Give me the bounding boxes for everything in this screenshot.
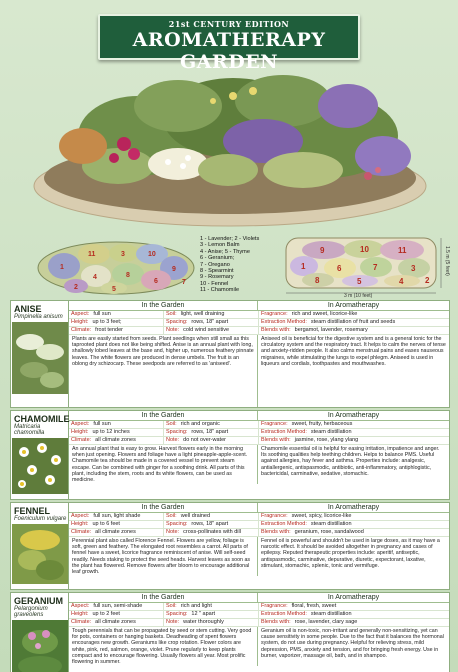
info-row: Aspect: full sun, light shade Soil: well drained Fragrance: sweet, spicy, licorice-like [69, 513, 449, 521]
plan-number: 9 [320, 246, 325, 255]
plan-height-label: 1.5 m (5 feet) [444, 246, 450, 276]
plant-name: FENNEL [14, 506, 50, 516]
aromatherapy-description: Aniseed oil is beneficial for the digestive system and is a general tonic for the circulatory system and the respiratory tract. It helps to calm the nerves of tense and anxiety-ridden people. It also calms menstrual pains and eases nauseous migraines, while stimulating the lungs to expel phlegm. Aniseed is used in liqueurs and cordials, toothpastes and mouthwashes. [261, 336, 446, 367]
plant-photo [12, 620, 68, 672]
small-plan-number: 4 [93, 274, 97, 281]
plan-number: 5 [357, 277, 362, 286]
plant-section-chamomile [10, 410, 450, 500]
plan-number: 10 [360, 245, 369, 254]
legend-item: 6 - Geranium; [200, 255, 235, 262]
garden-heading: In the Garden [69, 593, 258, 602]
plan-width-label: 3 m (10 feet) [344, 293, 373, 298]
small-plan-number: 2 [74, 284, 78, 291]
plant-name: CHAMOMILE [14, 414, 70, 424]
aromatherapy-heading: In Aromatherapy [327, 412, 380, 419]
plant-photo [12, 322, 68, 394]
legend-item: 3 - Lemon Balm [200, 242, 240, 249]
plan-number: 7 [373, 263, 378, 272]
legend-item: 11 - Chamomile [200, 287, 240, 294]
aromatherapy-description: Fennel oil is powerful and shouldn't be used in large doses, as it may have a narcotic effect. It should be avoided altogether in pregnancy and cases of epilepsy. Reputed therapeutic properties include: aperitif, antiseptic, antispasmodic, carminative, depurative, diuretic, expectorant, laxative, stimulant, stomachic, splenic, tonic and vermifuge. [261, 538, 440, 569]
plan-number: 1 [301, 262, 306, 271]
small-plan-number: 10 [148, 251, 156, 258]
plant-latin-name: Foeniculum vulgare [14, 516, 67, 522]
aromatherapy-heading: In Aromatherapy [327, 594, 380, 601]
legend-item: 9 - Rosemary [200, 274, 234, 281]
info-row: Aspect: full sun Soil: rich and organic Fragrance: sweet, fruity, herbaceous [69, 421, 449, 429]
garden-heading: In the Garden [69, 503, 258, 512]
garden-description: An annual plant that is easy to grow. Harvest flowers early in the morning when just opening. Flowers and foliage have a light pineapple-apple-scent. Chamomile tea should be made in a covered vessel to prevent steam escape. Can be combined with ginger for a soothing drink. All parts of this plant, including the stem, roots and its white flowers, can be used as medicine. [69, 445, 258, 484]
info-row: Height: up to 6 feet Spacing: rows, 18" apart Extraction Method: steam distillation [69, 521, 449, 529]
plan-number: 4 [399, 277, 404, 286]
legend-item: 8 - Spearmint [200, 268, 234, 275]
legend-item: 10 - Fennel [200, 280, 229, 287]
small-plan-number: 7 [182, 279, 186, 286]
small-plan-number: 11 [88, 251, 96, 258]
legend-item: 7 - Oregano [200, 261, 230, 268]
plan-number: 11 [398, 246, 407, 255]
garden-heading: In the Garden [69, 301, 258, 310]
plan-number: 6 [337, 264, 342, 273]
plant-section-anise [10, 300, 450, 408]
plant-photo [12, 524, 68, 584]
plant-latin-name: Pimpinella anisum [14, 314, 63, 320]
dimensioned-bed-plan [284, 236, 450, 298]
edition-label: 21st CENTURY EDITION [168, 19, 290, 29]
plant-latin-name: Pelargonium graveolens [14, 606, 48, 618]
info-row: Climate: all climate zones Note: cross-pollinates with dill Blends with: geranium, rose, sandalwood [69, 529, 449, 537]
plant-id [11, 593, 69, 672]
page-title: AROMATHERAPY GARDEN [132, 29, 326, 73]
garden-bed-illustration [28, 66, 432, 234]
title-banner [98, 14, 360, 73]
plan-number: 3 [411, 264, 416, 273]
planting-plan-sketch [36, 240, 196, 296]
plan-number: 2 [425, 276, 430, 285]
garden-description: Tough perennials that can be propagated by seed or stem cutting. Very good for pots, containers or hanging baskets. Deadheading of spent flowers encourages new growth. Geraniums like crop rotation. Flower colors are white, pink, red, salmon, orange, violet. Prune regularly to keep plants compact and to encourage flowering. Usually flowers all year. Most prolific flowering in summer. [69, 627, 258, 666]
info-row: Height: up to 3 feet; Spacing: rows, 18" apart Extraction Method: steam distillation of fruit and seeds [69, 319, 449, 327]
plant-section-fennel [10, 502, 450, 590]
aromatherapy-heading: In Aromatherapy [327, 504, 380, 511]
info-row: Height: up to 2 feet Spacing: 12 " apart Extraction Method: steam distillation [69, 611, 449, 619]
garden-description: Perennial plant also called Florence Fennel. Flowers are yellow, foliage is soft, green and feathery. The elongated root resembles a carrot. All parts of fennel have a sweet, licorice fragrance reminiscent of anise. Will self-seed readily. Needs staking to protect the seed heads. Harvest leaves as soon as the plant has flowered. Remove flowers after bloom to encourage additional leaf growth. [69, 537, 258, 576]
legend-item: 4 - Anise; 5 - Thyme [200, 248, 250, 255]
info-row: Aspect: full sun Soil: light, well draining Fragrance: rich and sweet, licorice-like [69, 311, 449, 319]
garden-description: Plants are easily started from seeds. Plant seedlings when still small as this taprooted plant does not like being shifted. Anise is an annual plant with long, shallowly lobed leaves at the base and, higher up, numerous feathery pinnate leaves. The white flowers are produced in dense umbels. The fruit is an oblong dry schizocarp. These seedpods are referred to as 'aniseed'. [69, 335, 258, 407]
plan-number: 8 [315, 276, 320, 285]
aromatherapy-heading: In Aromatherapy [327, 302, 380, 309]
plant-id [11, 301, 69, 407]
small-plan-number: 9 [172, 266, 176, 273]
plant-id [11, 411, 69, 499]
info-row: Aspect: full sun, semi-shade Soil: rich and light Fragrance: floral, fresh, sweet [69, 603, 449, 611]
legend-item: 1 - Lavender; 2 - Violets [200, 236, 260, 242]
aromatherapy-description: Chamomile essential oil is helpful for easing irritation, impatience and anger. Its soothing qualities help teething children. Helps to balance PMS. Useful against allergies, hay fever and asthma. Properties include: analgesic, antiallergenic, antispasmodic, antibiotic, anti-inflammatory, antiphlogistic, bactericidal, carminative, sedative, stomachic. [261, 446, 440, 477]
info-row: Climate: all climate zones Note: water thoroughly Blends with: rose, lavender, clary sage [69, 619, 449, 627]
plant-id [11, 503, 69, 589]
small-plan-number: 3 [121, 251, 125, 258]
aromatherapy-description: Geranium oil is non-toxic, non-irritant and generally non-sensitizing, yet can cause sensitivity in some people. Due to the fact that it balances the hormonal system, do not use during pregnancy. Helpful for relieving stress, mild depression, PMS, anxiety and tension, and for bringing fresh energy. Use in burner, vaporizer, massage oil, bath, and in shampoo. [261, 628, 444, 659]
garden-heading: In the Garden [69, 411, 258, 420]
plant-legend [200, 236, 280, 294]
plant-photo [12, 438, 68, 494]
plant-name: ANISE [14, 304, 42, 314]
plant-section-geranium [10, 592, 450, 672]
info-row: Height: up to 12 inches Spacing: rows, 18" apart Extraction Method: steam distillation [69, 429, 449, 437]
small-plan-number: 6 [154, 278, 158, 285]
plant-latin-name: Matricaria chamomilla [14, 424, 45, 436]
info-row: Climate: frost tender Note: cold wind sensitive Blends with: bergamot, lavender, rosemary [69, 327, 449, 335]
small-plan-number: 5 [112, 286, 116, 293]
plant-name: GERANIUM [14, 596, 63, 606]
plant-sections [10, 300, 450, 672]
small-plan-number: 1 [60, 264, 64, 271]
info-row: Climate: all climate zones Note: do not over-water Blends with: jasmine, rose, ylang ylang [69, 437, 449, 445]
small-plan-number: 8 [126, 272, 130, 279]
